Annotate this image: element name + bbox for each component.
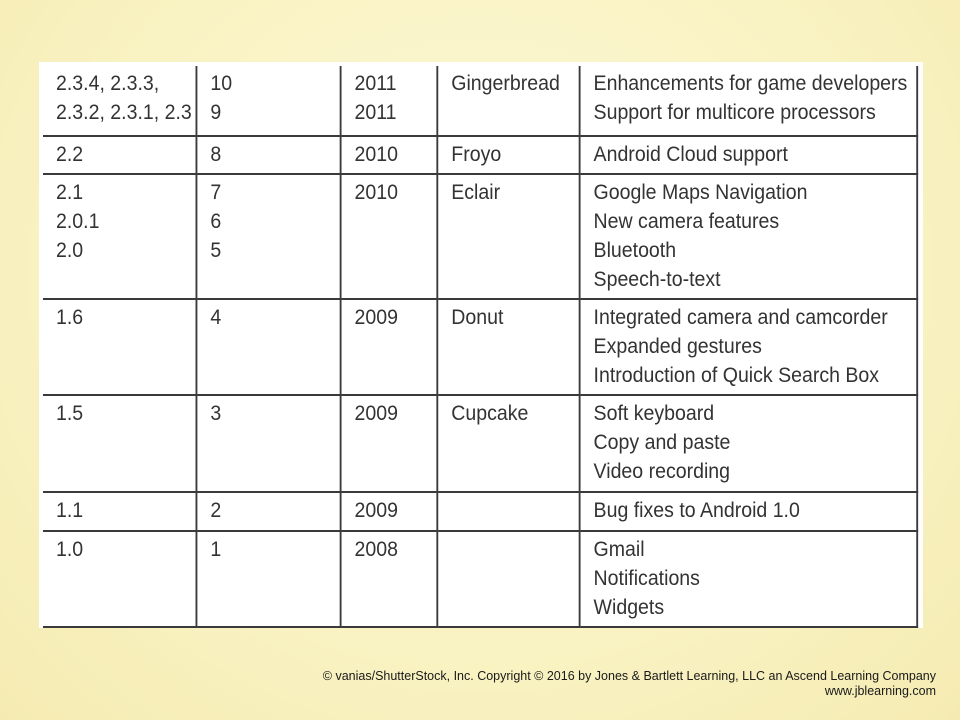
cell-line: Integrated camera and camcorder <box>593 306 888 329</box>
versions-cell <box>43 531 196 627</box>
codename-cell <box>437 395 579 492</box>
cell-line: 2.3.2, 2.3.1, 2.3 <box>56 101 192 124</box>
versions-cell <box>43 492 196 531</box>
year-cell <box>341 299 438 395</box>
versions-cell <box>43 395 196 492</box>
cell-line: 1.0 <box>56 538 84 561</box>
versions-cell <box>43 66 196 136</box>
cell-line: 8 <box>210 143 222 166</box>
api-level-cell <box>196 531 340 627</box>
cell-line: 3 <box>210 402 222 425</box>
cell-line: 6 <box>210 210 222 233</box>
api-level-cell <box>196 395 340 492</box>
cell-line: Bug fixes to Android 1.0 <box>593 499 800 522</box>
versions-cell <box>43 299 196 395</box>
cell-line: 5 <box>210 239 222 262</box>
cell-line: 2011 <box>354 72 397 95</box>
cell-line: Eclair <box>451 181 501 204</box>
cell-line: Copy and paste <box>593 431 731 454</box>
table-row <box>43 395 917 492</box>
cell-line: 2.3.4, 2.3.3, <box>56 72 160 95</box>
cell-line: Widgets <box>593 596 665 619</box>
cell-line: Expanded gestures <box>593 335 762 358</box>
version-table-image <box>39 62 923 628</box>
cell-line: Enhancements for game developers <box>593 72 908 95</box>
cell-line: 7 <box>210 181 222 204</box>
cell-line: 2009 <box>354 499 398 522</box>
cell-line: Android Cloud support <box>593 143 788 166</box>
table-row <box>43 531 917 627</box>
versions-cell <box>43 136 196 174</box>
cell-line: 1.1 <box>56 499 84 522</box>
codename-cell <box>437 66 579 136</box>
version-table-body <box>43 66 917 627</box>
copyright-notice <box>323 669 936 699</box>
features-cell <box>580 66 918 136</box>
features-cell <box>580 136 918 174</box>
cell-line: Google Maps Navigation <box>593 181 808 204</box>
codename-cell <box>437 299 579 395</box>
cell-line: 1 <box>210 538 222 561</box>
table-row <box>43 174 917 299</box>
cell-line: New camera features <box>593 210 780 233</box>
cell-line: Froyo <box>451 143 502 166</box>
year-cell <box>341 395 438 492</box>
cell-line: Notifications <box>593 567 700 590</box>
cell-line: 2009 <box>354 306 398 329</box>
cell-line: 2011 <box>354 101 397 124</box>
cell-line: Gmail <box>593 538 645 561</box>
year-cell <box>341 66 438 136</box>
cell-line: Speech-to-text <box>593 268 721 291</box>
api-level-cell <box>196 136 340 174</box>
codename-cell <box>437 531 579 627</box>
copyright-line: © vanias/ShutterStock, Inc. Copyright © 2016 by Jones & Bartlett Learning, LLC an Ascend Learning Company <box>322 669 936 683</box>
codename-cell <box>437 136 579 174</box>
cell-line: 2009 <box>354 402 398 425</box>
features-cell <box>580 395 918 492</box>
cell-line: 2010 <box>354 181 398 204</box>
cell-line: Video recording <box>593 460 731 483</box>
cell-line: Introduction of Quick Search Box <box>593 364 880 387</box>
api-level-cell <box>196 66 340 136</box>
publisher-website: www.jblearning.com <box>824 684 936 698</box>
cell-line: Support for multicore processors <box>593 101 876 124</box>
cell-line: 2.0 <box>56 239 84 262</box>
table-row <box>43 136 917 174</box>
year-cell <box>341 531 438 627</box>
year-cell <box>341 136 438 174</box>
api-level-cell <box>196 492 340 531</box>
api-level-cell <box>196 174 340 299</box>
api-level-cell <box>196 299 340 395</box>
cell-line: 2.0.1 <box>56 210 100 233</box>
android-version-table <box>43 66 918 628</box>
cell-line: 2010 <box>354 143 398 166</box>
table-row <box>43 299 917 395</box>
cell-line: 2.1 <box>56 181 84 204</box>
year-cell <box>341 174 438 299</box>
table-row <box>43 492 917 531</box>
cell-line: Cupcake <box>451 402 529 425</box>
year-cell <box>341 492 438 531</box>
versions-cell <box>43 174 196 299</box>
features-cell <box>580 299 918 395</box>
features-cell <box>580 174 918 299</box>
cell-line: Donut <box>451 306 504 329</box>
features-cell <box>580 492 918 531</box>
cell-line: 4 <box>210 306 222 329</box>
cell-line: 2 <box>210 499 222 522</box>
cell-line: Gingerbread <box>451 72 560 95</box>
cell-line: 1.5 <box>56 402 84 425</box>
cell-line: 10 <box>210 72 233 95</box>
table-row <box>43 66 917 136</box>
cell-line: Soft keyboard <box>593 402 715 425</box>
cell-line: 2.2 <box>56 143 84 166</box>
cell-line: 2008 <box>354 538 398 561</box>
cell-line: Bluetooth <box>593 239 677 262</box>
cell-line: 9 <box>210 101 222 124</box>
codename-cell <box>437 174 579 299</box>
features-cell <box>580 531 918 627</box>
cell-line: 1.6 <box>56 306 84 329</box>
codename-cell <box>437 492 579 531</box>
